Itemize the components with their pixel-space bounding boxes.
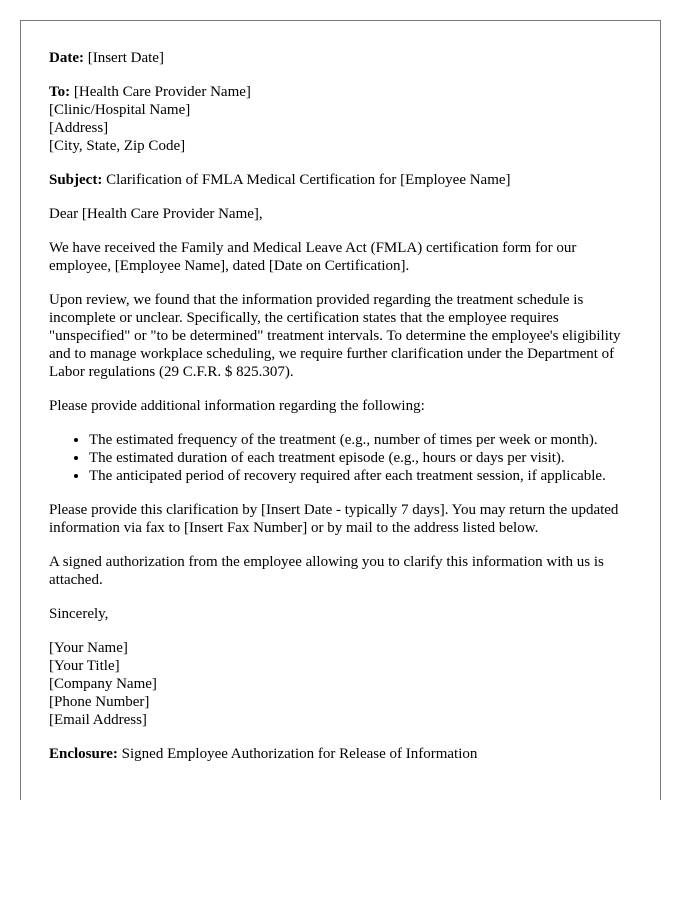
recipient-city-state-zip: [City, State, Zip Code] <box>49 138 186 154</box>
subject-value: Clarification of FMLA Medical Certification for [Employee Name] <box>106 172 511 188</box>
signature-name: [Your Name] <box>49 640 128 656</box>
recipient-address: [Address] <box>49 120 109 136</box>
recipient-name: [Health Care Provider Name] <box>73 84 251 100</box>
subject-line <box>49 171 632 189</box>
date-label: Date: <box>49 50 84 66</box>
enclosure-label: Enclosure: <box>49 746 118 762</box>
paragraph-received: We have received the Family and Medical Leave Act (FMLA) certification form for our employee, [Employee Name], dated [Date on Certification]. <box>49 240 577 274</box>
request-list <box>49 431 632 485</box>
list-item: • The estimated duration of each treatment episode (e.g., hours or days per visit). <box>89 449 632 467</box>
paragraph-authorization: A signed authorization from the employee allowing you to clarify this information with us is attached. <box>49 554 604 588</box>
signature-email: [Email Address] <box>49 712 147 728</box>
list-item: • The anticipated period of recovery required after each treatment session, if applicable. <box>89 467 632 485</box>
letter-page <box>20 20 661 800</box>
paragraph-review: Upon review, we found that the information provided regarding the treatment schedule is incomplete or unclear. Specifically, the certification states that the employee requires "unspecified" or "to be determined" treatment intervals. To determine the employee's eligibility and to manage workplace scheduling, we require further clarification under the Department of Labor regulations (29 C.F.R. $ 825.307). <box>49 292 621 380</box>
signature-title: [Your Title] <box>49 658 120 674</box>
recipient-label: To: <box>49 84 71 100</box>
closing: Sincerely, <box>49 606 109 622</box>
signature-phone: [Phone Number] <box>49 694 150 710</box>
recipient-name-line <box>49 83 632 101</box>
salutation: Dear [Health Care Provider Name], <box>49 206 263 222</box>
list-item: • The estimated frequency of the treatment (e.g., number of times per week or month). <box>89 431 632 449</box>
signature-company: [Company Name] <box>49 676 157 692</box>
date-value: [Insert Date] <box>87 50 164 66</box>
signature-block <box>49 639 632 729</box>
paragraph-request-intro: Please provide additional information regarding the following: <box>49 398 425 414</box>
recipient-clinic: [Clinic/Hospital Name] <box>49 102 191 118</box>
recipient-block <box>49 83 632 155</box>
date-line <box>49 49 632 67</box>
enclosure-value: Signed Employee Authorization for Release of Information <box>121 746 478 762</box>
enclosure-line <box>49 745 632 763</box>
paragraph-deadline: Please provide this clarification by [Insert Date - typically 7 days]. You may return the updated information via fax to [Insert Fax Number] or by mail to the address listed below. <box>49 502 619 536</box>
subject-label: Subject: <box>49 172 103 188</box>
